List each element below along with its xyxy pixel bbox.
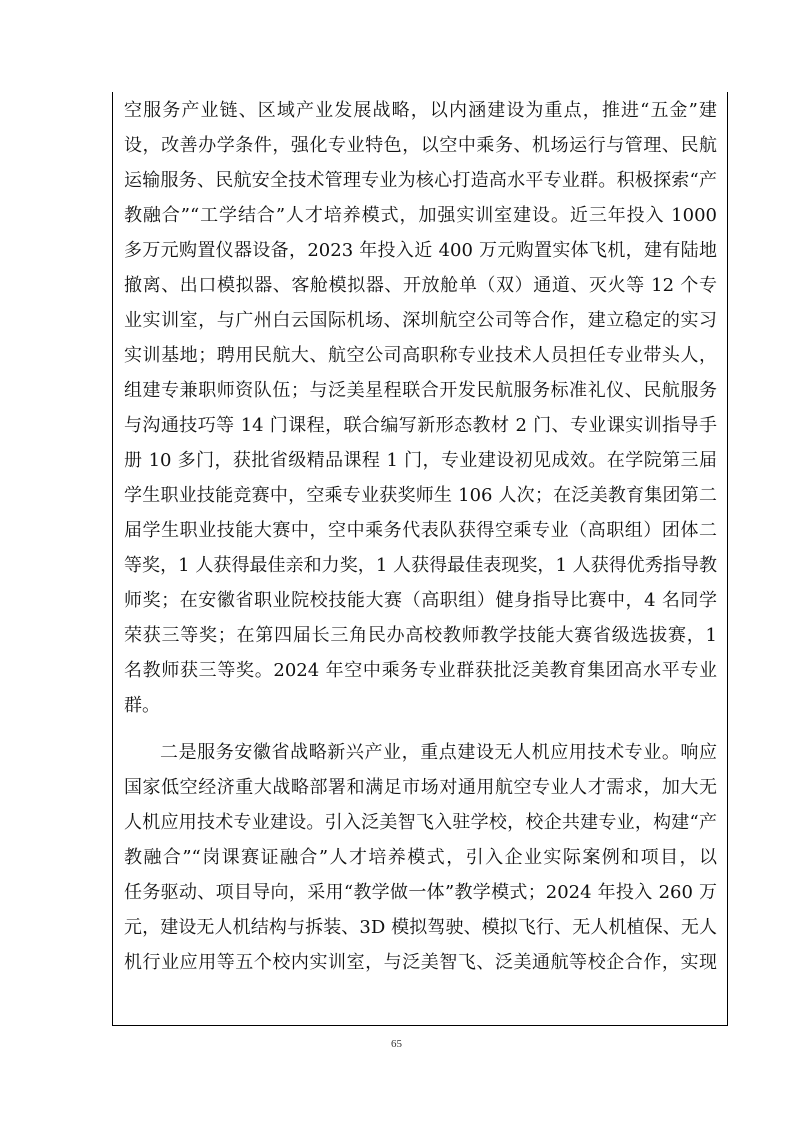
paragraph-1-line: 师奖；在安徽省职业院校技能大赛（高职组）健身指导比赛中，4 名同学 — [124, 590, 717, 611]
paragraph-1-line: 教融合”“工学结合”人才培养模式，加强实训室建设。近三年投入 1000 — [124, 205, 717, 226]
paragraph-1-line: 荣获三等奖；在第四届长三角民办高校教师教学技能大赛省级选拔赛，1 — [124, 625, 717, 646]
paragraph-1-line: 册 10 多门，获批省级精品课程 1 门，专业建设初见成效。在学院第三届 — [124, 450, 717, 471]
paragraph-1-line: 多万元购置仪器设备，2023 年投入近 400 万元购置实体飞机，建有陆地 — [124, 240, 717, 261]
paragraph-1-line: 与沟通技巧等 14 门课程，联合编写新形态教材 2 门、专业课实训指导手 — [124, 415, 717, 436]
paragraph-1-line: 学生职业技能竞赛中，空乘专业获奖师生 106 人次；在泛美教育集团第二 — [124, 485, 717, 506]
paragraph-2-line: 人机应用技术专业建设。引入泛美智飞入驻学校，校企共建专业，构建“产 — [124, 812, 717, 833]
paragraph-1-last-line: 群。 — [124, 695, 160, 716]
paragraph-1-line: 届学生职业技能大赛中，空中乘务代表队获得空乘专业（高职组）团体二 — [124, 520, 717, 541]
paragraph-2-line: 国家低空经济重大战略部署和满足市场对通用航空专业人才需求，加大无 — [124, 777, 717, 798]
paragraph-2-line: 元，建设无人机结构与拆装、3D 模拟驾驶、模拟飞行、无人机植保、无人 — [124, 917, 717, 938]
paragraph-1-line: 组建专兼职师资队伍；与泛美星程联合开发民航服务标准礼仪、民航服务 — [124, 380, 717, 401]
text-frame — [112, 92, 728, 1026]
paragraph-1-line: 业实训室，与广州白云国际机场、深圳航空公司等合作，建立稳定的实习 — [124, 310, 717, 331]
paragraph-1-line: 等奖，1 人获得最佳亲和力奖，1 人获得最佳表现奖，1 人获得优秀指导教 — [124, 555, 717, 576]
paragraph-2-line: 教融合”“岗课赛证融合”人才培养模式，引入企业实际案例和项目，以 — [124, 847, 717, 868]
paragraph-1-line: 设，改善办学条件，强化专业特色，以空中乘务、机场运行与管理、民航 — [124, 135, 717, 156]
paragraph-2-line: 任务驱动、项目导向，采用“教学做一体”教学模式；2024 年投入 260 万 — [124, 882, 717, 903]
paragraph-1-line: 空服务产业链、区域产业发展战略，以内涵建设为重点，推进“五金”建 — [124, 100, 717, 121]
paragraph-1-line: 名教师获三等奖。2024 年空中乘务专业群获批泛美教育集团高水平专业 — [124, 660, 717, 681]
page-number: 65 — [391, 1038, 402, 1050]
paragraph-1-line: 撤离、出口模拟器、客舱模拟器、开放舱单（双）通道、灭火等 12 个专 — [124, 275, 717, 296]
paragraph-2-first-line: 二是服务安徽省战略新兴产业，重点建设无人机应用技术专业。响应 — [160, 742, 717, 763]
paragraph-1-line: 实训基地；聘用民航大、航空公司高职称专业技术人员担任专业带头人， — [124, 345, 717, 366]
paragraph-1-line: 运输服务、民航安全技术管理专业为核心打造高水平专业群。积极探索“产 — [124, 170, 717, 191]
paragraph-2-line: 机行业应用等五个校内实训室，与泛美智飞、泛美通航等校企合作，实现 — [124, 952, 717, 973]
